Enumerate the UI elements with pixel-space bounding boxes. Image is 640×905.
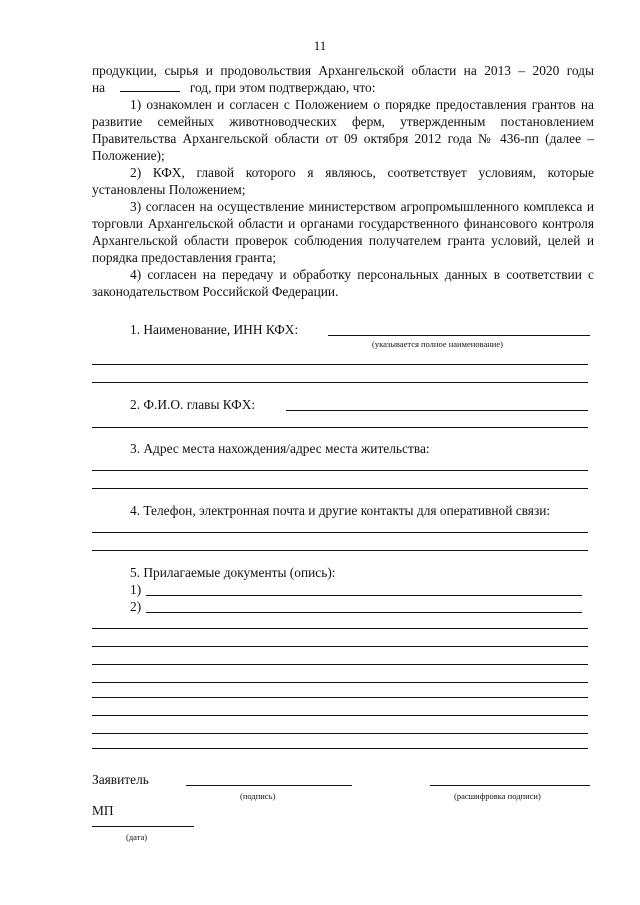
address-line-1[interactable]	[92, 470, 588, 471]
documents-line-4[interactable]	[92, 682, 588, 683]
documents-label: 5. Прилагаемые документы (опись):	[130, 565, 336, 580]
address-line-2[interactable]	[92, 488, 588, 489]
name-inn-line-3[interactable]	[92, 382, 588, 383]
contacts-label: 4. Телефон, электронная почта и другие контакты для оперативной связи:	[130, 503, 551, 518]
documents-line-7[interactable]	[92, 733, 588, 734]
address-label: 3. Адрес места нахождения/адрес места жительства:	[130, 441, 430, 456]
intro-prefix: на	[92, 80, 106, 95]
contacts-line-2[interactable]	[92, 550, 588, 551]
documents-line-2[interactable]	[92, 646, 588, 647]
decode-hint: (расшифровка подписи)	[454, 791, 541, 801]
intro-line-2	[92, 79, 375, 96]
documents-line-6[interactable]	[92, 715, 588, 716]
head-fio-line-2[interactable]	[92, 427, 588, 428]
doc-item-2-label: 2)	[130, 599, 142, 614]
clause-1: 1) ознакомлен и согласен с Положением о порядке предоставления грантов на развитие семейных животноводческих ферм, утвержденным постановлением Правительства Архангельской области от 09 октября 2012 года № 436-пп (далее – Положение);	[92, 97, 594, 163]
documents-line-5[interactable]	[92, 697, 588, 698]
documents-line-8[interactable]	[92, 748, 588, 749]
contacts-line-1[interactable]	[92, 532, 588, 533]
signature-input-line[interactable]	[186, 785, 352, 786]
doc-item-1-input-line[interactable]	[146, 595, 582, 596]
documents-line-1[interactable]	[92, 628, 588, 629]
name-inn-line-2[interactable]	[92, 364, 588, 365]
name-inn-input-line[interactable]	[328, 335, 590, 336]
date-input-line[interactable]	[92, 826, 194, 827]
head-fio-input-line[interactable]	[286, 410, 588, 411]
clause-4: 4) согласен на передачу и обработку персональных данных в соответствии с законодательством Российской Федерации.	[92, 267, 594, 299]
name-inn-hint: (указывается полное наименование)	[372, 339, 503, 349]
doc-item-1-label: 1)	[130, 582, 142, 597]
stamp-label: МП	[92, 803, 114, 818]
year-blank[interactable]	[120, 79, 180, 92]
clause-3: 3) согласен на осуществление министерством агропромышленного комплекса и торговли Архангельской области и органами государственного финансового контроля Архангельской области проверок соблюдения получателем гранта условий, целей и порядка предоставления гранта;	[92, 199, 594, 265]
intro-suffix: год, при этом подтверждаю, что:	[189, 80, 376, 95]
page-number: 11	[313, 38, 327, 53]
intro-line-1: продукции, сырья и продовольствия Архангельской области на 2013 – 2020 годы	[92, 63, 594, 78]
doc-item-2-input-line[interactable]	[146, 612, 582, 613]
date-hint: (дата)	[126, 832, 148, 842]
signature-hint: (подпись)	[240, 791, 276, 801]
decode-input-line[interactable]	[430, 785, 590, 786]
documents-line-3[interactable]	[92, 664, 588, 665]
clause-2: 2) КФХ, главой которого я являюсь, соответствует условиям, которые установлены Положением;	[92, 165, 594, 197]
name-inn-label: 1. Наименование, ИНН КФХ:	[130, 322, 299, 337]
applicant-label: Заявитель	[92, 772, 149, 787]
head-fio-label: 2. Ф.И.О. главы КФХ:	[130, 397, 256, 412]
